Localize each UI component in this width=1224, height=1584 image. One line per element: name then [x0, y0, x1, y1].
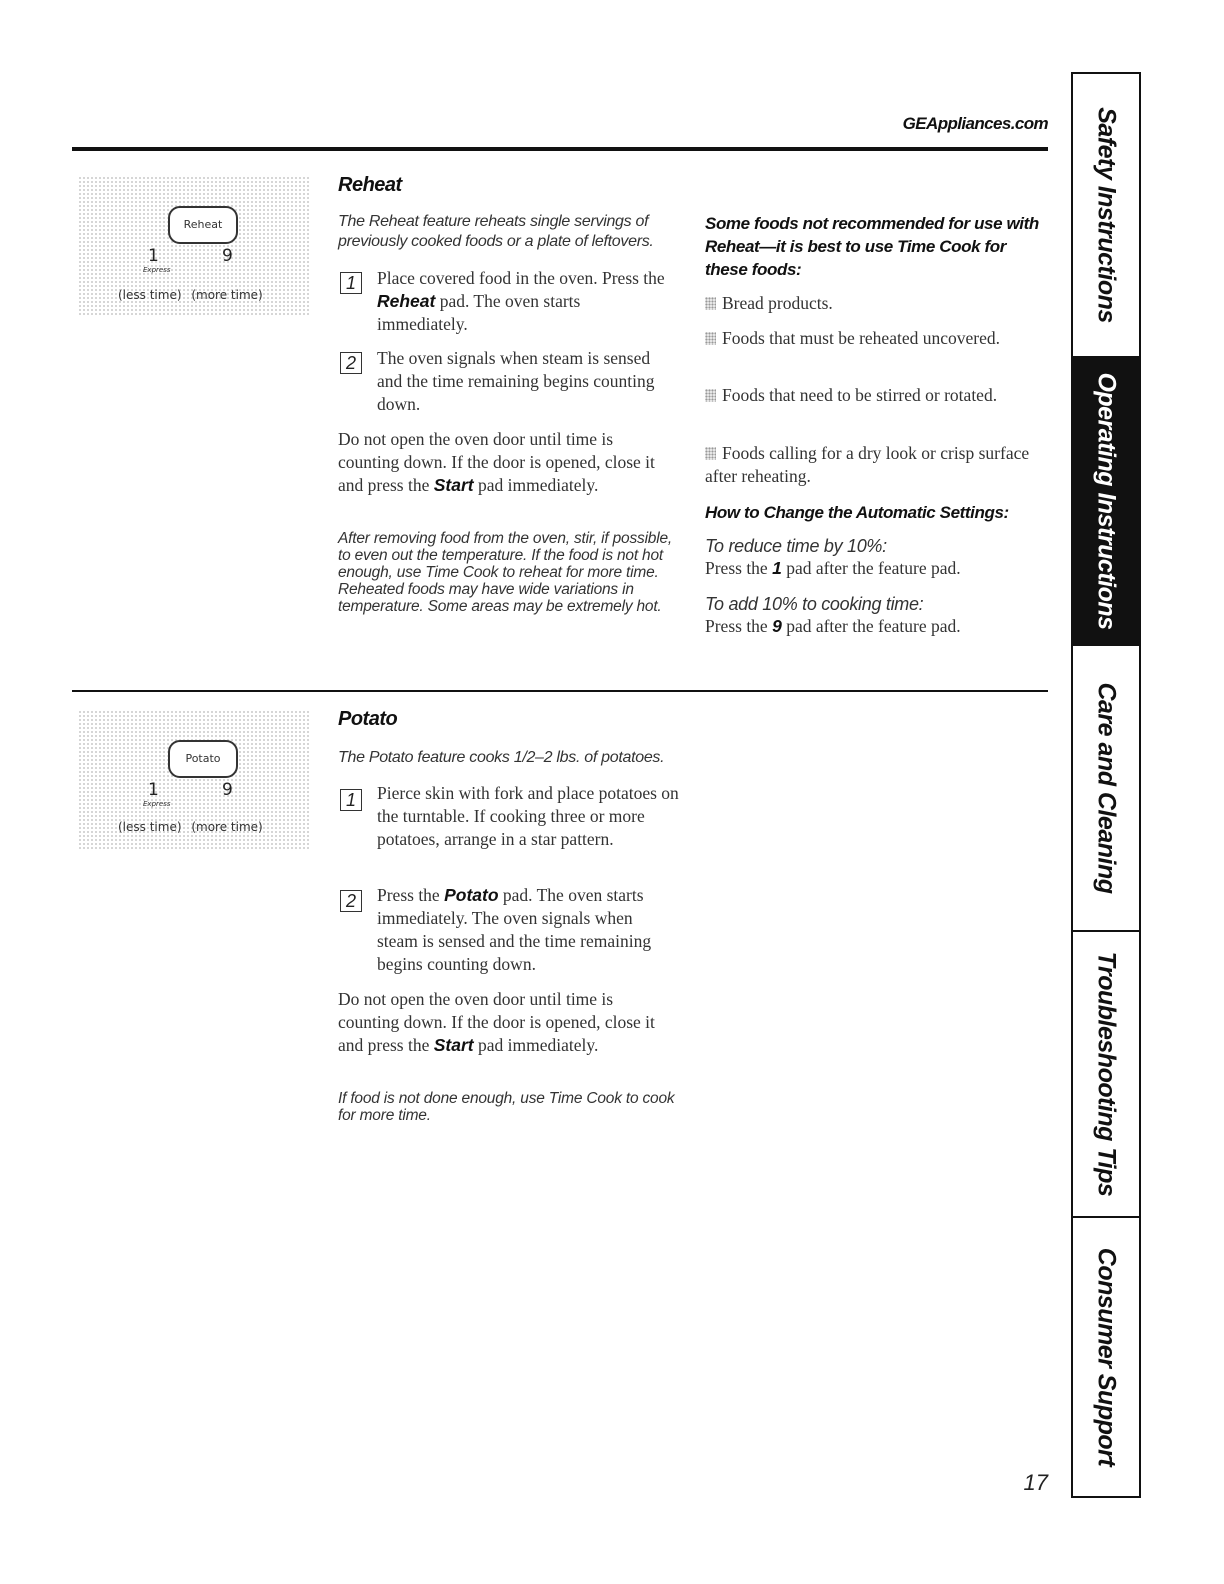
- potato-control-panel: [78, 710, 310, 850]
- bullet-marker-icon: [705, 447, 716, 460]
- reheat-step-2: The oven signals when steam is sensed and the time remaining begins counting down.: [377, 348, 655, 414]
- step-2-box: 2: [340, 890, 362, 912]
- potato-more-number: 9: [222, 780, 233, 800]
- reheat-note: After removing food from the oven, stir, if possible, to even out the temperature. If the food is not hot enough, use Time Cook to reheat for more time. Reheated foods may have wide variations in temperature. Some areas may be extremely hot.: [338, 530, 673, 615]
- bullet-item: Foods calling for a dry look or crisp surface after reheating.: [705, 443, 1030, 486]
- reheat-step-1: Place covered food in the oven. Press the Reheat pad. The oven starts immediately.: [377, 268, 665, 334]
- step-1-box: 1: [340, 272, 362, 294]
- reheat-pad: Reheat: [168, 206, 238, 244]
- tab-consumer-support[interactable]: Consumer Support: [1092, 1247, 1121, 1467]
- tab-troubleshooting-tips[interactable]: Troubleshooting Tips: [1073, 932, 1139, 1218]
- bullet-item: Foods that need to be stirred or rotated.: [705, 384, 1035, 407]
- potato-intro: The Potato feature cooks 1/2–2 lbs. of potatoes.: [338, 749, 665, 766]
- add-time-text: Press the 9 pad after the feature pad.: [705, 616, 961, 636]
- express-label: Express: [143, 800, 171, 808]
- express-label: Express: [143, 266, 171, 274]
- step-2-box: 2: [340, 352, 362, 374]
- reheat-warning-heading: Some foods not recommended for use with Reheat—it is best to use Time Cook for these foods:: [705, 214, 1039, 279]
- reheat-control-panel: [78, 176, 310, 316]
- potato-step-2: Press the Potato pad. The oven starts immediately. The oven signals when steam is sensed and the time remaining begins counting down.: [377, 885, 652, 974]
- bullet-marker-icon: [705, 297, 716, 310]
- page-number: 17: [1023, 1470, 1048, 1495]
- reduce-time-text: Press the 1 pad after the feature pad.: [705, 558, 961, 578]
- bullet-marker-icon: [705, 332, 716, 345]
- tab-safety-instructions[interactable]: Safety Instructions: [1073, 74, 1139, 358]
- change-settings-heading: How to Change the Automatic Settings:: [705, 503, 1009, 522]
- reheat-door-text: Do not open the oven door until time is counting down. If the door is opened, close it and press the Start pad immediately.: [338, 429, 655, 495]
- potato-title: Potato: [338, 708, 398, 730]
- more-time-label: (more time): [191, 820, 263, 834]
- reheat-intro: The Reheat feature reheats single servings of previously cooked foods or a plate of leftovers.: [338, 213, 654, 250]
- potato-door-text: Do not open the oven door until time is counting down. If the door is opened, close it and press the Start pad immediately.: [338, 989, 655, 1055]
- potato-less-number: 1: [148, 780, 159, 800]
- site-url: GEAppliances.com: [902, 114, 1048, 133]
- bullet-item: Foods that must be reheated uncovered.: [705, 327, 1035, 350]
- add-time-label: To add 10% to cooking time:: [705, 594, 924, 614]
- potato-note: If food is not done enough, use Time Cook to cook for more time.: [338, 1090, 675, 1124]
- tab-operating-instructions[interactable]: Operating Instructions: [1073, 358, 1139, 646]
- section-tabs: [1071, 72, 1141, 1498]
- potato-pad: Potato: [168, 740, 238, 778]
- less-time-label: (less time): [118, 288, 182, 302]
- reheat-less-number: 1: [148, 246, 159, 266]
- reheat-more-number: 9: [222, 246, 233, 266]
- more-time-label: (more time): [191, 288, 263, 302]
- less-time-label: (less time): [118, 820, 182, 834]
- potato-step-1: Pierce skin with fork and place potatoes on the turntable. If cooking three or more potatoes, arrange in a star pattern.: [377, 783, 679, 849]
- reduce-time-label: To reduce time by 10%:: [705, 536, 887, 556]
- header-rule: [72, 147, 1048, 151]
- reheat-title: Reheat: [338, 174, 402, 196]
- bullet-marker-icon: [705, 389, 716, 402]
- tab-care-and-cleaning[interactable]: Care and Cleaning: [1073, 646, 1139, 932]
- section-divider: [72, 690, 1048, 692]
- bullet-item: Bread products.: [705, 292, 1035, 315]
- step-1-box: 1: [340, 789, 362, 811]
